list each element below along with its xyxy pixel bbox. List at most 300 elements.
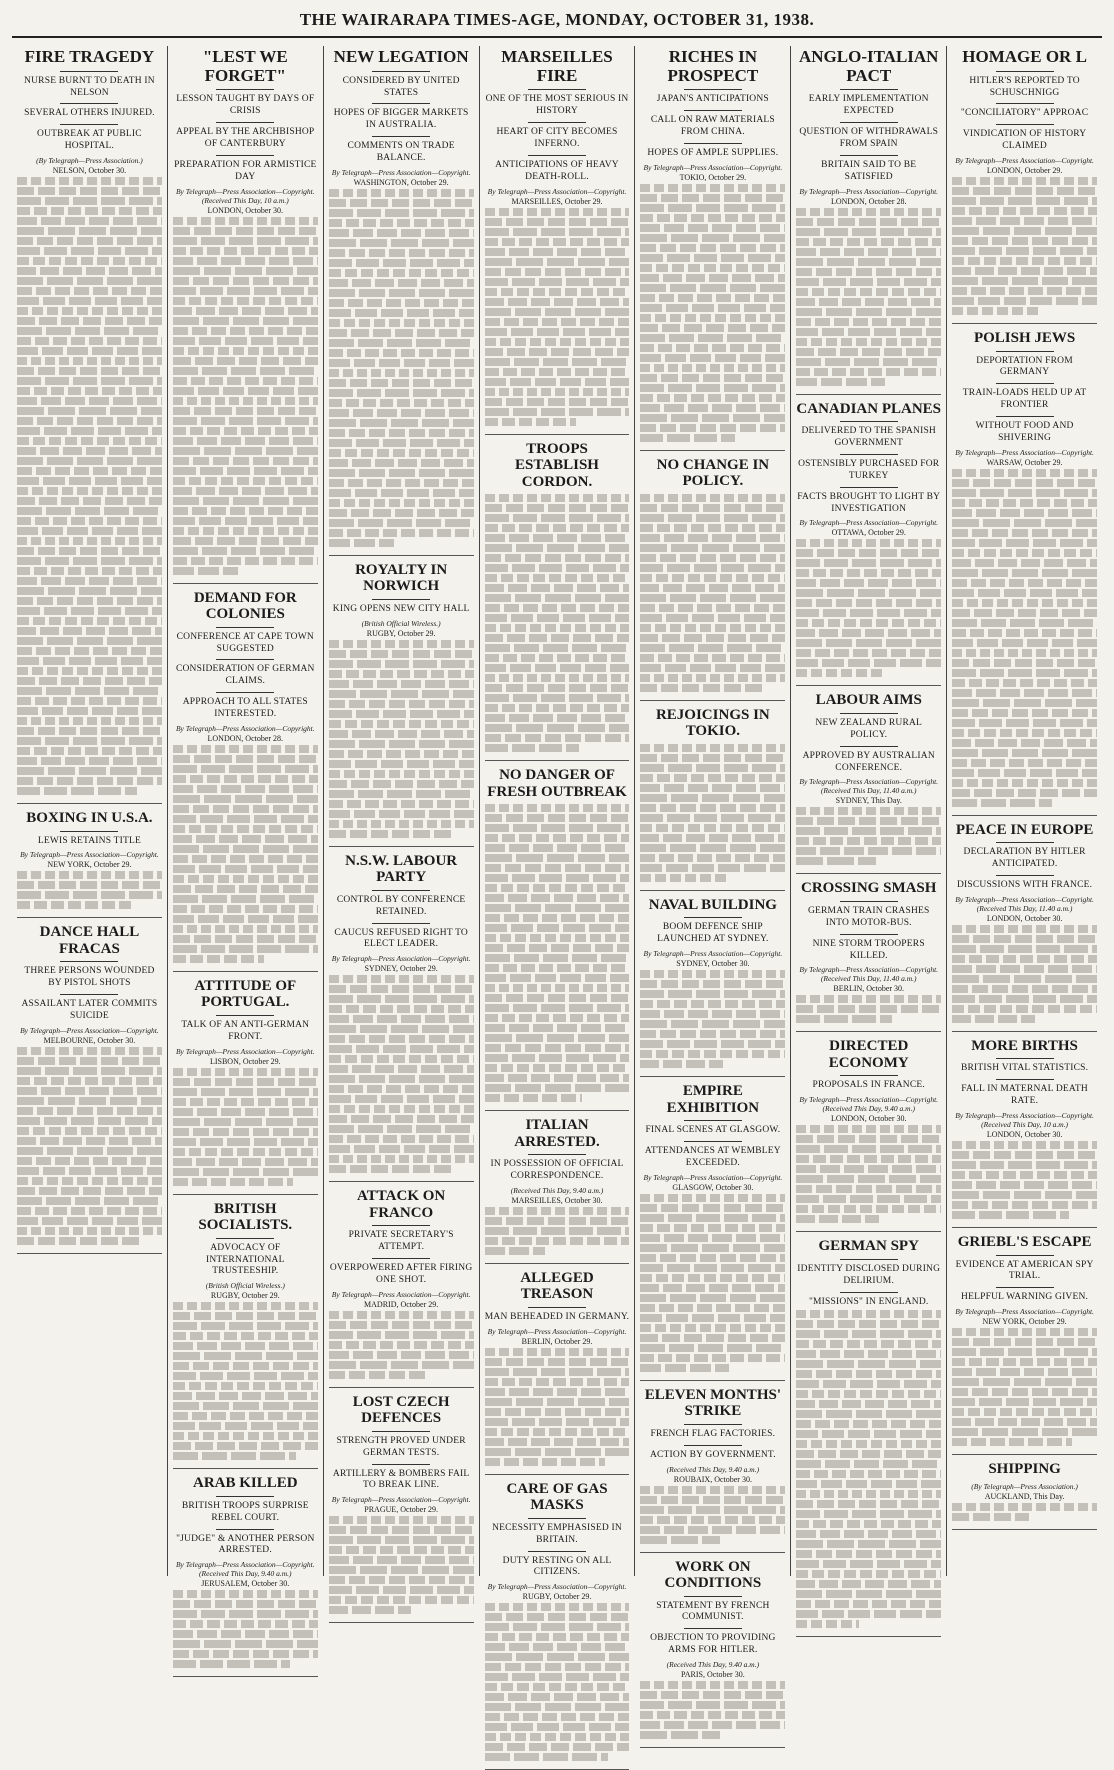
article-separator <box>329 1387 474 1388</box>
article-body <box>173 1068 318 1186</box>
subheadline: DEPORTATION FROM GERMANY <box>976 355 1073 378</box>
headline: EMPIRE EXHIBITION <box>666 1083 760 1116</box>
divider <box>996 842 1054 843</box>
article-body <box>640 184 785 442</box>
divider <box>684 1596 742 1597</box>
article-separator <box>329 846 474 847</box>
subheadline: PROPOSALS IN FRANCE. <box>812 1080 925 1091</box>
divider <box>528 122 586 123</box>
article-body <box>329 975 474 1173</box>
article-separator <box>640 1380 785 1381</box>
divider <box>216 1529 274 1530</box>
columns-container <box>12 46 1102 1679</box>
article-separator <box>796 685 941 686</box>
article-body <box>329 640 474 838</box>
article <box>17 48 162 795</box>
subheadline: STRENGTH PROVED UNDER GERMAN TESTS. <box>336 1435 466 1458</box>
subheadline: NEW ZEALAND RURAL POLICY. <box>815 717 923 740</box>
wire-credit: By Telegraph—Press Association—Copyright. <box>175 1046 315 1056</box>
article-separator <box>485 434 630 435</box>
article <box>17 924 162 1245</box>
divider <box>684 143 742 144</box>
divider <box>216 155 274 156</box>
wire-credit: By Telegraph—Press Association—Copyright. <box>955 156 1094 166</box>
headline: CANADIAN PLANES <box>796 400 942 417</box>
dateline: LONDON, October 28. <box>830 196 907 206</box>
article-body <box>796 995 941 1023</box>
divider <box>684 1120 742 1121</box>
article-separator <box>952 1031 1097 1032</box>
subheadline: JAPAN'S ANTICIPATIONS <box>656 94 769 105</box>
article-body <box>640 494 785 692</box>
wire-credit: By Telegraph—Press Association—Copyright. <box>643 1172 783 1182</box>
subheadline: HITLER'S REPORTED TO SCHUSCHNIGG <box>969 75 1080 98</box>
subheadline: GERMAN TRAIN CRASHES INTO MOTOR-BUS. <box>807 905 930 928</box>
subheadline: HOPES OF AMPLE SUPPLIES. <box>647 148 779 158</box>
divider <box>996 103 1054 104</box>
article-separator <box>640 450 785 451</box>
subheadline: "JUDGE" & ANOTHER PERSON ARRESTED. <box>176 1533 315 1556</box>
divider <box>372 923 430 924</box>
divider <box>372 1464 430 1465</box>
headline: NO DANGER OF FRESH OUTBREAK <box>487 767 627 800</box>
article <box>640 1559 785 1740</box>
subheadline: TRAIN-LOADS HELD UP AT FRONTIER <box>962 388 1087 411</box>
divider <box>684 1424 742 1425</box>
dateline: LISBON, October 29. <box>209 1056 281 1066</box>
subheadline: CONFERENCE AT CAPE TOWN SUGGESTED <box>176 631 314 654</box>
article <box>640 48 785 442</box>
article <box>329 48 474 547</box>
dateline: AUCKLAND, This Day. <box>984 1491 1065 1501</box>
article <box>952 822 1097 1023</box>
article-separator <box>173 583 318 584</box>
divider <box>840 421 898 422</box>
wire-credit: By Telegraph—Press Association—Copyright. <box>487 1326 627 1336</box>
divider <box>372 1225 430 1226</box>
headline: POLISH JEWS <box>973 330 1076 347</box>
divider <box>840 1292 898 1293</box>
divider <box>60 831 118 832</box>
article <box>485 1481 630 1762</box>
article <box>173 978 318 1186</box>
headline: "LEST WE FORGET" <box>202 47 288 85</box>
divider <box>216 1015 274 1016</box>
subheadline: ONE OF THE MOST SERIOUS IN HISTORY <box>485 94 629 117</box>
article-separator <box>640 1747 785 1748</box>
divider <box>840 155 898 156</box>
subheadline: CONSIDERATION OF GERMAN CLAIMS. <box>175 664 315 687</box>
article-separator <box>485 1474 630 1475</box>
article <box>485 1270 630 1466</box>
subheadline: ARTILLERY & BOMBERS FAIL TO BREAK LINE. <box>332 1468 470 1491</box>
article-separator <box>173 971 318 972</box>
divider <box>840 122 898 123</box>
article <box>329 853 474 1174</box>
wire-credit: By Telegraph—Press Association—Copyright. <box>955 447 1094 457</box>
article-separator <box>796 873 941 874</box>
headline: ROYALTY IN NORWICH <box>355 561 448 595</box>
dateline: GLASGOW, October 30. <box>672 1182 754 1192</box>
article <box>640 1083 785 1372</box>
subheadline: BRITISH TROOPS SURPRISE REBEL COURT. <box>181 1500 309 1523</box>
article <box>796 48 941 386</box>
article <box>173 590 318 963</box>
article <box>17 810 162 909</box>
article-separator <box>329 1622 474 1623</box>
dateline: LONDON, October 30. <box>986 1130 1063 1140</box>
article-body <box>952 925 1097 1023</box>
divider <box>528 1551 586 1552</box>
subheadline: IN POSSESSION OF OFFICIAL CORRESPONDENCE. <box>490 1159 624 1181</box>
article <box>952 1461 1097 1521</box>
divider <box>216 627 274 628</box>
article <box>173 1475 318 1668</box>
divider <box>996 416 1054 417</box>
divider <box>996 1058 1054 1059</box>
article-body <box>17 871 162 909</box>
dateline: LONDON, October 29. <box>986 166 1063 176</box>
article <box>796 1238 941 1628</box>
divider <box>996 1287 1054 1288</box>
headline: MORE BIRTHS <box>971 1037 1078 1054</box>
dateline: LONDON, October 30. <box>986 913 1063 923</box>
divider <box>372 71 430 72</box>
divider <box>372 890 430 891</box>
article <box>485 48 630 426</box>
article <box>485 767 630 1102</box>
subheadline: "MISSIONS" IN ENGLAND. <box>808 1296 929 1307</box>
wire-credit: By Telegraph—Press Association—Copyright. <box>331 1289 471 1299</box>
article-body <box>796 1125 941 1223</box>
article-body <box>952 177 1097 315</box>
subheadline: MAN BEHEADED IN GERMANY. <box>484 1311 630 1322</box>
subheadline: WITHOUT FOOD AND SHIVERING <box>975 421 1074 443</box>
dateline: MARSEILLES, October 30. <box>511 1195 603 1205</box>
wire-credit: By Telegraph—Press Association—Copyright. <box>487 186 627 196</box>
article-separator <box>640 700 785 701</box>
article <box>173 1201 318 1461</box>
divider <box>840 454 898 455</box>
dateline: ROUBAIX, October 30. <box>673 1474 752 1484</box>
article-separator <box>17 803 162 804</box>
article-body <box>173 745 318 963</box>
subheadline: FRENCH FLAG FACTORIES. <box>650 1428 776 1439</box>
dateline: NEW YORK, October 29. <box>982 1317 1067 1327</box>
subheadline: ACTION BY GOVERNMENT. <box>649 1449 776 1460</box>
article-separator <box>952 323 1097 324</box>
subheadline: PREPARATION FOR ARMISTICE DAY <box>174 159 317 182</box>
article-body <box>796 539 941 677</box>
dateline: MARSEILLES, October 29. <box>511 196 603 206</box>
headline: ELEVEN MONTHS' STRIKE <box>644 1386 781 1420</box>
headline: FIRE TRAGEDY <box>24 47 155 66</box>
divider <box>840 746 898 747</box>
subheadline: CONTROL BY CONFERENCE RETAINED. <box>336 894 466 917</box>
divider <box>684 1628 742 1629</box>
article-body <box>952 1503 1097 1521</box>
dateline: OTTAWA, October 29. <box>831 528 906 538</box>
divider <box>528 1518 586 1519</box>
subheadline: OVERPOWERED AFTER FIRING ONE SHOT. <box>329 1263 473 1285</box>
headline: HOMAGE OR L <box>962 47 1087 66</box>
dateline: RUGBY, October 29. <box>522 1592 592 1602</box>
divider <box>840 934 898 935</box>
subheadline: THREE PERSONS WOUNDED BY PISTOL SHOTS <box>24 966 155 989</box>
headline: REJOICINGS IN TOKIO. <box>655 706 770 740</box>
wire-credit: By Telegraph—Press Association—Copyright. <box>643 949 783 959</box>
column-7 <box>947 46 1102 1576</box>
headline: CROSSING SMASH <box>801 880 937 897</box>
subheadline: "CONCILIATORY" APPROAC <box>960 108 1089 119</box>
dateline: PARIS, October 30. <box>681 1670 745 1679</box>
article <box>952 48 1097 315</box>
divider <box>216 89 274 90</box>
divider <box>684 110 742 111</box>
subheadline: LESSON TAUGHT BY DAYS OF CRISIS <box>176 94 315 117</box>
headline: GERMAN SPY <box>818 1238 919 1255</box>
subheadline: PRIVATE SECRETARY'S ATTEMPT. <box>348 1230 454 1253</box>
divider <box>684 917 742 918</box>
subheadline: NECESSITY EMPHASISED IN BRITAIN. <box>492 1522 622 1545</box>
wire-credit: (Received This Day, 9.40 a.m.) <box>666 1660 760 1669</box>
divider <box>996 1255 1054 1256</box>
dateline: NEW YORK, October 29. <box>47 860 132 870</box>
dateline: MADRID, October 29. <box>364 1299 439 1309</box>
subheadline: CALL ON RAW MATERIALS FROM CHINA. <box>650 115 775 138</box>
column-6 <box>791 46 947 1576</box>
article-body <box>173 1302 318 1460</box>
divider <box>60 103 118 104</box>
wire-credit: (Received This Day, 9.40 a.m.) <box>666 1464 760 1474</box>
subheadline: VINDICATION OF HISTORY CLAIMED <box>962 129 1087 152</box>
subheadline: CAUCUS REFUSED RIGHT TO ELECT LEADER. <box>334 927 468 950</box>
subheadline: HEART OF CITY BECOMES INFERNO. <box>496 127 618 149</box>
subheadline: IDENTITY DISCLOSED DURING DELIRIUM. <box>797 1263 941 1286</box>
divider <box>996 71 1054 72</box>
article-body <box>329 189 474 547</box>
article-separator <box>640 890 785 891</box>
divider <box>372 136 430 137</box>
article-body <box>17 1047 162 1245</box>
divider <box>684 1141 742 1142</box>
dateline: BERLIN, October 30. <box>833 984 905 994</box>
headline: BOXING IN U.S.A. <box>26 810 153 827</box>
wire-credit: By Telegraph—Press Association—Copyright. <box>331 954 471 964</box>
article <box>640 1387 785 1544</box>
article <box>640 707 785 882</box>
wire-credit: (British Official Wireless.) <box>361 618 441 628</box>
divider <box>372 1258 430 1259</box>
wire-credit: By Telegraph—Press Association—Copyright. (Received This Day, 10 a.m.) <box>955 1111 1094 1130</box>
article-separator <box>173 1676 318 1677</box>
wire-credit: By Telegraph—Press Association—Copyright. (Received This Day, 10 a.m.) <box>175 186 315 205</box>
article <box>952 1038 1097 1219</box>
subheadline: CONSIDERED BY UNITED STATES <box>342 75 460 98</box>
headline: BRITISH SOCIALISTS. <box>198 1200 293 1234</box>
article <box>796 401 941 678</box>
subheadline: APPROVED BY AUSTRALIAN CONFERENCE. <box>802 750 935 773</box>
article-body <box>640 1486 785 1544</box>
dateline: RUGBY, October 29. <box>210 1291 280 1301</box>
column-3 <box>324 46 480 1576</box>
article <box>173 48 318 575</box>
subheadline: NINE STORM TROOPERS KILLED. <box>812 938 925 961</box>
article-separator <box>796 1636 941 1637</box>
subheadline: ANTICIPATIONS OF HEAVY DEATH-ROLL. <box>495 159 619 182</box>
article-body <box>952 1328 1097 1446</box>
article-body <box>485 804 630 1102</box>
column-1 <box>12 46 168 1576</box>
headline: DEMAND FOR COLONIES <box>193 589 297 623</box>
article-separator <box>796 394 941 395</box>
article <box>952 1234 1097 1446</box>
divider <box>216 1496 274 1497</box>
article-separator <box>796 1031 941 1032</box>
article-separator <box>952 1227 1097 1228</box>
headline: TROOPS ESTABLISH CORDON. <box>515 440 599 490</box>
article-separator <box>796 1231 941 1232</box>
headline: GRIEBL'S ESCAPE <box>957 1234 1092 1251</box>
wire-credit: (Received This Day, 9.40 a.m.) <box>510 1185 604 1195</box>
article <box>485 441 630 753</box>
divider <box>840 89 898 90</box>
headline: PEACE IN EUROPE <box>955 821 1094 838</box>
article-body <box>173 1590 318 1668</box>
wire-credit: By Telegraph—Press Association—Copyright. <box>799 186 939 196</box>
article-body <box>173 217 318 575</box>
article <box>952 330 1097 807</box>
wire-credit: By Telegraph—Press Association—Copyright. <box>175 723 315 733</box>
article-body <box>329 1516 474 1614</box>
divider <box>372 103 430 104</box>
subheadline: OUTBREAK AT PUBLIC HOSPITAL. <box>37 129 142 152</box>
masthead: THE WAIRARAPA TIMES-AGE, MONDAY, OCTOBER 31, 1938. <box>12 10 1102 38</box>
article <box>640 897 785 1068</box>
wire-credit: (British Official Wireless.) <box>205 1281 285 1291</box>
column-4 <box>480 46 636 1602</box>
headline: DANCE HALL FRACAS <box>39 924 140 957</box>
divider <box>528 1307 586 1308</box>
article-separator <box>17 917 162 918</box>
wire-credit: By Telegraph—Press Association—Copyright. <box>643 162 783 172</box>
divider <box>684 1445 742 1446</box>
divider <box>216 1238 274 1239</box>
wire-credit: (By Telegraph—Press Association.) <box>36 156 143 166</box>
divider <box>216 122 274 123</box>
headline: ALLEGED TREASON <box>520 1269 594 1303</box>
article-body <box>796 208 941 386</box>
article-body <box>329 1311 474 1379</box>
column-5 <box>635 46 791 1679</box>
subheadline: COMMENTS ON TRADE BALANCE. <box>347 141 455 164</box>
article-separator <box>640 1076 785 1077</box>
subheadline: DECLARATION BY HITLER ANTICIPATED. <box>963 847 1086 870</box>
article-separator <box>952 815 1097 816</box>
headline: DIRECTED ECONOMY <box>828 1038 909 1071</box>
subheadline: DUTY RESTING ON ALL CITIZENS. <box>502 1555 612 1578</box>
headline: CARE OF GAS MASKS <box>506 1480 608 1514</box>
headline: MARSEILLES FIRE <box>501 47 613 85</box>
article <box>796 1038 941 1223</box>
article-separator <box>329 1181 474 1182</box>
subheadline: KING OPENS NEW CITY HALL <box>332 603 470 614</box>
headline: ARAB KILLED <box>192 1475 298 1492</box>
divider <box>216 659 274 660</box>
headline: NO CHANGE IN POLICY. <box>656 456 770 490</box>
divider <box>840 487 898 488</box>
wire-credit: By Telegraph—Press Association—Copyright. <box>955 1307 1094 1317</box>
headline: RICHES IN PROSPECT <box>667 47 759 85</box>
subheadline: STATEMENT BY FRENCH COMMUNIST. <box>656 1600 770 1623</box>
headline: WORK ON CONDITIONS <box>664 1558 762 1591</box>
headline: ITALIAN ARRESTED. <box>514 1117 600 1150</box>
wire-credit: By Telegraph—Press Association—Copyright. (Received This Day, 11.40 a.m.) <box>799 777 939 796</box>
divider <box>528 1154 586 1155</box>
divider <box>528 89 586 90</box>
divider <box>60 961 118 962</box>
dateline: WASHINGTON, October 29. <box>353 177 449 187</box>
divider <box>684 89 742 90</box>
divider <box>996 124 1054 125</box>
wire-credit: By Telegraph—Press Association—Copyright. <box>799 518 939 528</box>
article-body <box>485 208 630 426</box>
subheadline: ATTENDANCES AT WEMBLEY EXCEEDED. <box>644 1146 781 1168</box>
column-2 <box>168 46 324 1589</box>
wire-credit: By Telegraph—Press Association—Copyright. (Received This Day, 9.40 a.m.) <box>175 1560 315 1579</box>
dateline: NELSON, October 30. <box>52 166 127 176</box>
dateline: LONDON, October 30. <box>830 1114 907 1124</box>
divider <box>60 994 118 995</box>
subheadline: FALL IN MATERNAL DEATH RATE. <box>961 1084 1088 1107</box>
subheadline: DISCUSSIONS WITH FRANCE. <box>956 880 1093 891</box>
wire-credit: By Telegraph—Press Association—Copyright. (Received This Day, 11.40 a.m.) <box>955 894 1094 913</box>
subheadline: APPROACH TO ALL STATES INTERESTED. <box>182 697 308 719</box>
article-body <box>485 1348 630 1466</box>
dateline: SYDNEY, October 30. <box>676 959 750 969</box>
article <box>485 1117 630 1255</box>
article-separator <box>485 1263 630 1264</box>
divider <box>528 155 586 156</box>
subheadline: EVIDENCE AT AMERICAN SPY TRIAL. <box>955 1259 1094 1282</box>
dateline: LONDON, October 28. <box>207 733 284 743</box>
headline: NEW LEGATION <box>333 47 469 66</box>
article-separator <box>17 1253 162 1254</box>
divider <box>840 1075 898 1076</box>
divider <box>996 383 1054 384</box>
dateline: WARSAW, October 29. <box>986 457 1063 467</box>
article-body <box>485 1603 630 1761</box>
article-body <box>796 807 941 865</box>
headline: ATTITUDE OF PORTUGAL. <box>194 977 297 1011</box>
headline: SHIPPING <box>988 1461 1061 1478</box>
article <box>640 457 785 692</box>
dateline: SYDNEY, October 29. <box>364 964 438 974</box>
article-separator <box>952 1529 1097 1530</box>
divider <box>60 71 118 72</box>
subheadline: NURSE BURNT TO DEATH IN NELSON <box>24 75 155 98</box>
dateline: BERLIN, October 29. <box>521 1336 593 1346</box>
article-separator <box>173 1468 318 1469</box>
article-body <box>640 1194 785 1372</box>
subheadline: TALK OF AN ANTI-GERMAN FRONT. <box>181 1019 310 1042</box>
dateline: TOKIO, October 29. <box>679 172 747 182</box>
article-separator <box>485 760 630 761</box>
subheadline: OSTENSIBLY PURCHASED FOR TURKEY <box>798 458 940 481</box>
subheadline: OBJECTION TO PROVIDING ARMS FOR HITLER. <box>650 1633 776 1656</box>
article <box>796 880 941 1023</box>
article-body <box>485 1207 630 1255</box>
